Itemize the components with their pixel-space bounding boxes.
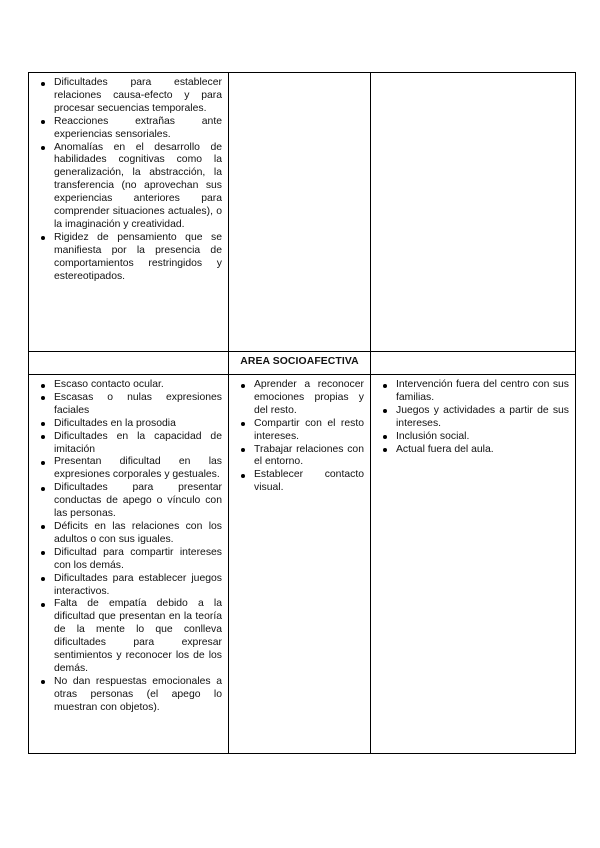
list-item: Dificultades para establecer juegos interactivos. [54, 572, 222, 597]
list-item: Actual fuera del aula. [396, 444, 569, 457]
socio-interventions-list [377, 379, 569, 456]
list-item: Aprender a reconocer emociones propias y del resto. [254, 379, 364, 416]
list-item: Dificultad para compartir intereses con los demás. [54, 546, 222, 571]
list-item: Trabajar relaciones con el entorno. [254, 443, 364, 468]
list-item: Dificultades en la prosodia [54, 418, 222, 431]
cell-socio-objectives [229, 375, 371, 754]
list-item: Rigidez de pensamiento que se manifiesta por la presencia de comportamientos restringidos y estereotipados. [54, 231, 222, 282]
list-item: Escasas o nulas expresiones faciales [54, 391, 222, 416]
list-item: No dan respuestas emocionales a otras personas (el apego lo muestran con objetos). [54, 675, 222, 713]
list-item: Establecer contacto visual. [254, 469, 364, 494]
list-item: Déficits en las relaciones con los adultos o con sus iguales. [54, 520, 222, 545]
list-item: Escaso contacto ocular. [54, 379, 222, 392]
cell-objectives [229, 73, 371, 352]
list-item: Intervención fuera del centro con sus familias. [396, 379, 569, 403]
section-header-row [29, 352, 576, 375]
section-title: AREA SOCIOAFECTIVA [229, 352, 371, 375]
section-header-empty-left [29, 352, 229, 375]
document-table [28, 72, 576, 754]
list-item: Dificultades para establecer relaciones causa-efecto y para procesar secuencias temporales. [54, 77, 222, 114]
list-item: Falta de empatía debido a la dificultad que presentan en la teoría de la mente lo que conlleva dificultades para expresar sentimientos y reconocer los de los demás. [54, 598, 222, 674]
table-row-cognitive [29, 73, 576, 352]
cell-characteristics [29, 73, 229, 352]
list-item: Anomalías en el desarrollo de habilidades cognitivas como la generalización, la abstracción, la transferencia (no aprovechan sus experiencias anteriores para comprender situaciones actuales), o la imaginación y creatividad. [54, 141, 222, 230]
section-header-empty-right [371, 352, 576, 375]
characteristics-list [35, 77, 222, 284]
cell-socio-characteristics [29, 375, 229, 754]
socio-characteristics-list [35, 379, 222, 715]
list-item: Dificultades en la capacidad de imitación [54, 430, 222, 455]
list-item: Presentan dificultad en las expresiones corporales y gestuales. [54, 456, 222, 481]
list-item: Inclusión social. [396, 431, 569, 444]
list-item: Juegos y actividades a partir de sus intereses. [396, 404, 569, 429]
socio-objectives-list [235, 379, 364, 495]
cell-socio-interventions [371, 375, 576, 754]
list-item: Compartir con el resto intereses. [254, 417, 364, 442]
table-row-socioafectiva [29, 375, 576, 754]
list-item: Reacciones extrañas ante experiencias sensoriales. [54, 115, 222, 140]
list-item: Dificultades para presentar conductas de apego o vínculo con las personas. [54, 482, 222, 520]
cell-interventions [371, 73, 576, 352]
